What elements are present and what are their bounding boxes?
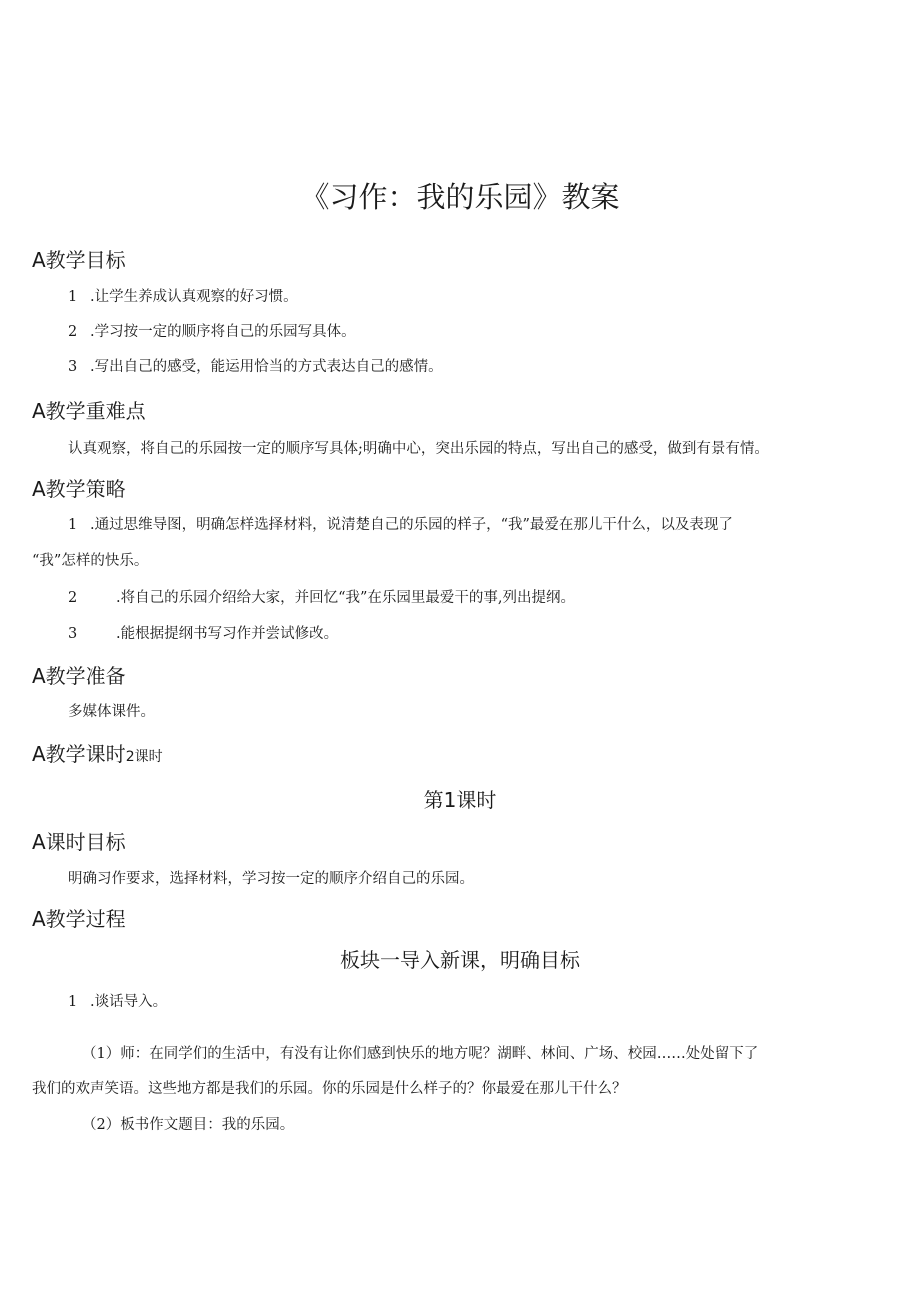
- item-text: .通过思维导图，明确怎样选择材料，说清楚自己的乐园的样子，“我”最爱在那儿干什么，以及表现了: [90, 517, 733, 533]
- item-number: 2: [68, 590, 78, 606]
- item-number: 1: [68, 289, 78, 305]
- objective-item-2: [68, 320, 356, 341]
- item-number: 1: [68, 517, 78, 533]
- hours-label: A教学课时: [32, 742, 126, 766]
- heading-process: A教学过程: [32, 907, 126, 931]
- item-text: .写出自己的感受，能运用恰当的方式表达自己的感情。: [90, 359, 443, 375]
- heading-preparation: A教学准备: [32, 664, 126, 688]
- key-points-text: 认真观察，将自己的乐园按一定的顺序写具体;明确中心，突出乐园的特点，写出自己的感受，做到有景有情。: [68, 441, 769, 457]
- document-title: 《习作：我的乐园》教案: [300, 180, 620, 214]
- item-text: .能根据提纲书写习作并尝试修改。: [116, 626, 339, 642]
- objective-item-3: [68, 355, 443, 376]
- item-number: 2: [68, 324, 78, 340]
- process-step-1: [68, 990, 167, 1011]
- paragraph-2: （2）板书作文题目：我的乐园。: [82, 1117, 295, 1133]
- strategy-item-3: [68, 622, 338, 643]
- block-1-title: 板块一导入新课，明确目标: [340, 948, 580, 972]
- paragraph-1-line-2: 我们的欢声笑语。这些地方都是我们的乐园。你的乐园是什么样子的？你最爱在那儿干什么？: [32, 1081, 627, 1097]
- strategy-item-1-continued: “我”怎样的快乐。: [32, 553, 149, 569]
- hours-value: 2课时: [125, 749, 163, 765]
- item-number: 3: [68, 359, 78, 375]
- lesson-1-heading: 第1课时: [423, 788, 497, 812]
- objective-item-1: [68, 285, 298, 306]
- item-text: .将自己的乐园介绍给大家，并回忆“我”在乐园里最爱干的事,列出提纲。: [116, 590, 576, 606]
- strategy-item-2: [68, 586, 575, 607]
- preparation-text: 多媒体课件。: [68, 704, 155, 720]
- heading-key-points: A教学重难点: [32, 399, 146, 423]
- item-number: 3: [68, 626, 78, 642]
- heading-objectives: A教学目标: [32, 248, 126, 272]
- lesson-goal-text: 明确习作要求，选择材料，学习按一定的顺序介绍自己的乐园。: [68, 871, 474, 887]
- item-text: .学习按一定的顺序将自己的乐园写具体。: [90, 324, 356, 340]
- heading-strategy: A教学策略: [32, 477, 126, 501]
- paragraph-1-line-1: （1）师：在同学们的生活中，有没有让你们感到快乐的地方呢？湖畔、林间、广场、校园……处处留下了: [82, 1046, 759, 1062]
- item-text: .让学生养成认真观察的好习惯。: [90, 289, 298, 305]
- heading-hours: [32, 738, 163, 767]
- item-text: .谈话导入。: [90, 994, 168, 1010]
- strategy-item-1: [68, 513, 733, 534]
- item-number: 1: [68, 994, 78, 1010]
- heading-lesson-goal: A课时目标: [32, 830, 126, 854]
